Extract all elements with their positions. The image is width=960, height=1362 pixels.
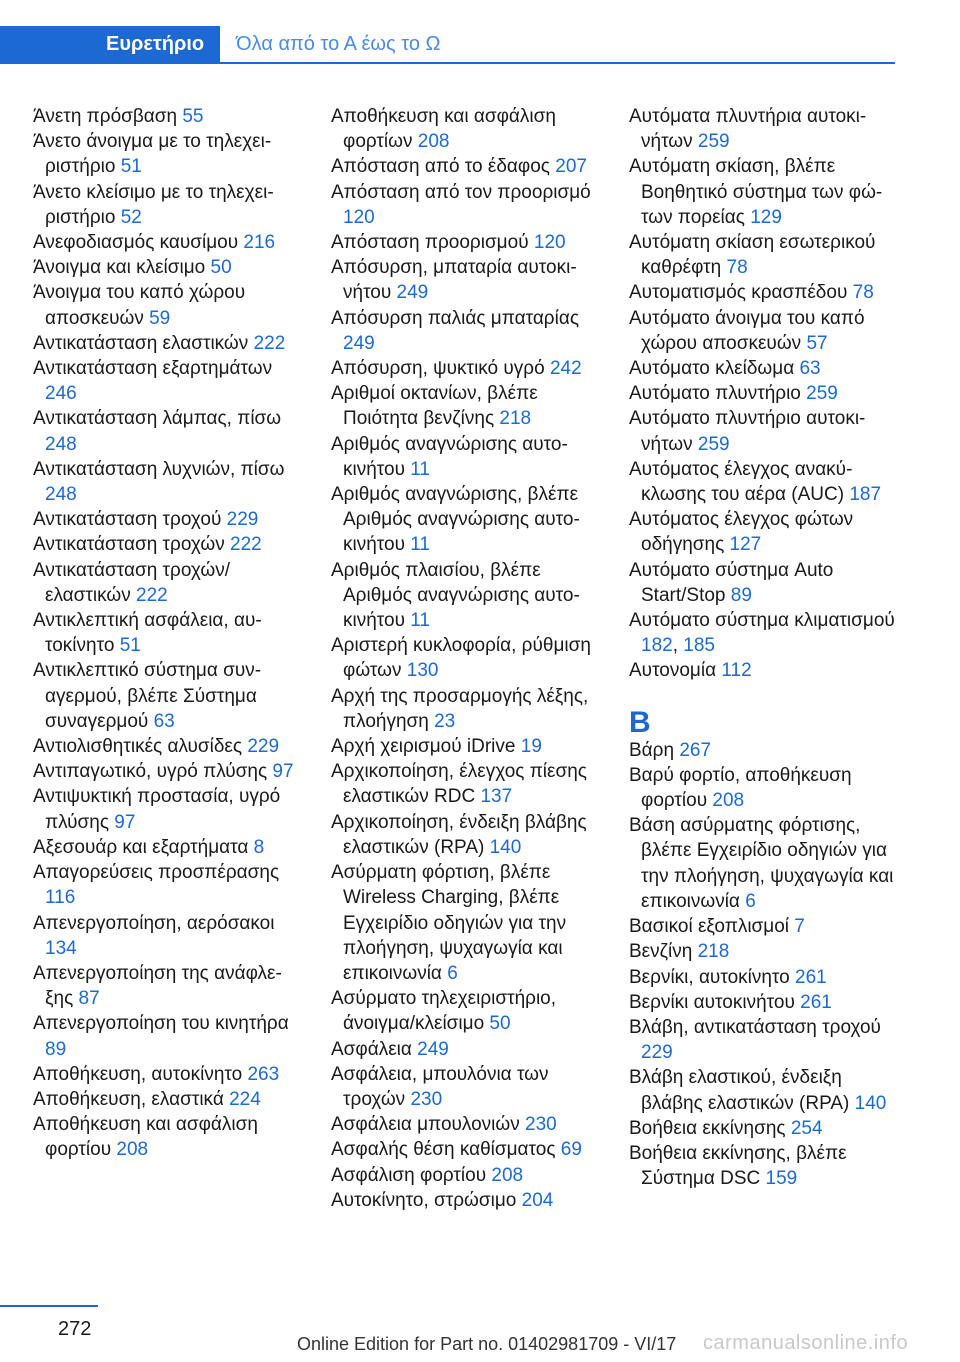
index-entry [629, 406, 897, 456]
entry-term: Αντικλεπτικό σύστημα συναγερμού, βλέπε Σύστημα συναγερμού [33, 660, 262, 732]
index-entry [331, 432, 599, 482]
entry-term: Βερνίκι, αυτοκίνητο [629, 966, 790, 988]
page-link[interactable]: 50 [210, 257, 232, 279]
entry-term: Απόσταση προορισμού [331, 232, 529, 254]
page-link[interactable]: 222 [230, 534, 262, 556]
entry-term: Αντικατάσταση τροχών [33, 534, 225, 556]
page-link[interactable]: 11 [410, 534, 430, 556]
index-entry [629, 154, 897, 230]
entry-term: Αξεσουάρ και εξαρτήματα [33, 836, 249, 858]
page-link[interactable]: 208 [491, 1164, 524, 1186]
index-entry [33, 1087, 301, 1112]
index-entry [629, 356, 897, 381]
index-entry [331, 381, 599, 431]
index-entry [331, 230, 599, 255]
page-link[interactable]: 230 [410, 1088, 443, 1110]
index-entry [331, 104, 599, 154]
entry-term: Βερνίκι αυτοκινήτου [629, 991, 795, 1013]
entry-term: Αντικατάσταση ελαστικών [33, 332, 249, 354]
index-entry [629, 381, 897, 406]
index-entry [629, 813, 897, 914]
page-link[interactable]: 254 [790, 1117, 823, 1139]
entry-term: Αριθμός πλαισίου, βλέπε Αριθμός αναγνώρισης αυτοκινήτου [331, 559, 580, 632]
entry-term: Απόσταση από το έδαφος [331, 156, 550, 178]
tab-index[interactable]: Ευρετήριο [0, 26, 220, 62]
index-entry [33, 658, 301, 734]
page-link[interactable]: 229 [247, 736, 280, 758]
page-link[interactable]: 204 [521, 1189, 554, 1211]
entry-term: Βοήθεια εκκίνησης, βλέπε Σύστημα DSC [629, 1142, 847, 1190]
entry-term: Απόσυρση παλιάς μπαταρίας [331, 307, 579, 329]
index-entry [629, 558, 897, 608]
index-entry [33, 104, 301, 129]
entry-term: Ασφάλεια, μπουλόνια των τροχών [331, 1063, 549, 1110]
page-link[interactable]: 127 [729, 534, 762, 556]
entry-term: Βάση ασύρματης φόρτισης, βλέπε Εγχειρίδιο οδηγιών για την πλοήγηση, ψυχαγωγία και επικοινωνία [629, 815, 894, 912]
page-link[interactable]: 263 [247, 1063, 280, 1085]
entry-term: Αριθμός αναγνώρισης, βλέπε Αριθμός αναγνώρισης αυτοκινήτου [331, 484, 580, 556]
entry-term: Αυτόματη σκίαση, βλέπε Βοηθητικό σύστημα των φώτων πορείας [629, 156, 883, 228]
entry-term: Αποθήκευση, αυτοκίνητο [33, 1063, 243, 1085]
page-link[interactable]: 78 [852, 282, 874, 304]
index-entry [629, 914, 897, 939]
entry-term: Απαγορεύσεις προσπέρασης [33, 862, 280, 884]
page-link[interactable]: 6 [745, 890, 756, 912]
index-column-3 [629, 104, 897, 1191]
page-link[interactable]: 224 [229, 1088, 261, 1110]
index-entry [33, 784, 301, 834]
index-entry [629, 939, 897, 964]
index-entry [331, 1112, 599, 1137]
page-link[interactable]: 6 [447, 962, 458, 984]
page-link[interactable]: 116 [45, 887, 76, 909]
page-link[interactable]: 89 [730, 584, 752, 606]
index-entry [331, 180, 599, 230]
index-entry [331, 558, 599, 634]
page-link[interactable]: 23 [434, 710, 456, 732]
entry-term: Ανεφοδιασμός καυσίμου [33, 232, 239, 254]
index-entry [33, 961, 301, 1011]
page-link[interactable]: 182 [641, 635, 673, 657]
page-link[interactable]: 112 [721, 660, 752, 682]
entry-term: Αρχή χειρισμού iDrive [331, 736, 516, 758]
entry-term: Ασφάλεια μπουλονιών [331, 1114, 520, 1136]
index-entry [331, 154, 599, 179]
entry-term: Αντιψυκτική προστασία, υγρό πλύσης [33, 786, 281, 833]
index-entry [33, 230, 301, 255]
page-link[interactable]: 159 [765, 1168, 798, 1190]
entry-term: Ασύρματο τηλεχειριστήριο, άνοιγμα/κλείσιμο [331, 988, 557, 1035]
index-entry [33, 331, 301, 356]
page-link[interactable]: 19 [520, 736, 542, 758]
entry-term: Άνετο κλείσιμο με το τηλεχειριστήριο [33, 181, 274, 228]
entry-term: Βοήθεια εκκίνησης [629, 1117, 786, 1139]
page-link[interactable]: 78 [726, 257, 748, 279]
entry-term: Αυτόματη σκίαση εσωτερικού καθρέφτη [629, 232, 876, 279]
section-letter-b: B [629, 706, 651, 740]
index-entry [629, 990, 897, 1015]
page-link[interactable]: 222 [253, 332, 286, 354]
index-entry [33, 280, 301, 330]
index-entry [331, 810, 599, 860]
entry-term: Ασύρματη φόρτιση, βλέπε Wireless Charging, βλέπε Εγχειρίδιο οδηγιών για την πλοήγηση, ψυχαγωγία και επικοινωνία [331, 862, 567, 984]
index-entry [33, 1112, 301, 1162]
page-link[interactable]: 63 [799, 358, 821, 380]
index-entry [331, 684, 599, 734]
index-entry [629, 1116, 897, 1141]
page-header [0, 26, 895, 64]
entry-term: Αυτόματος έλεγχος φώτων οδήγησης [629, 509, 854, 556]
entry-term: Αριστερή κυκλοφορία, ρύθμιση φώτων [331, 635, 591, 682]
entry-term: Βαρύ φορτίο, αποθήκευση φορτίου [629, 764, 852, 812]
page-link[interactable]: 140 [854, 1092, 887, 1114]
entry-term: Άνετο άνοιγμα με το τηλεχειριστήριο [33, 131, 272, 178]
entry-term: Αυτοκίνητο, στρώσιμο [331, 1189, 517, 1211]
index-entry [331, 1062, 599, 1112]
entry-term: Βλάβη ελαστικού, ένδειξη βλάβης ελαστικών (RPA) [629, 1067, 850, 1114]
index-entry [629, 1065, 897, 1115]
page-link[interactable]: 248 [45, 484, 77, 506]
page-link[interactable]: 120 [343, 206, 375, 228]
index-entry [33, 129, 301, 179]
index-entry [629, 230, 897, 280]
index-entry [33, 835, 301, 860]
entry-term: Απόσυρση, μπαταρία αυτοκινήτου [331, 257, 577, 304]
entry-term: Αρχικοποίηση, ένδειξη βλάβης ελαστικών (RPA) [331, 811, 587, 858]
index-entry [629, 1015, 897, 1065]
entry-term: Αντιολισθητικές αλυσίδες [33, 736, 243, 758]
index-entry [629, 507, 897, 557]
index-entry: Αυτόματο σύστημα κλιματισμού 182, 185 [629, 610, 895, 657]
page-link[interactable]: 208 [116, 1139, 149, 1161]
index-entry [331, 482, 599, 558]
page-link[interactable]: 259 [697, 433, 730, 455]
index-entry [331, 1188, 599, 1213]
page-link[interactable]: 259 [806, 383, 838, 405]
entry-term: Αντικατάσταση λυχνιών, πίσω [33, 458, 285, 480]
page-link[interactable]: 63 [153, 710, 175, 732]
index-entry [331, 1137, 599, 1162]
entry-term: Αντικατάσταση εξαρτημάτων [33, 358, 273, 380]
index-entry [629, 104, 897, 154]
index-entry [331, 734, 599, 759]
page-link[interactable]: 120 [533, 232, 566, 254]
edition-text: Online Edition for Part no. 01402981709 - VI/17 [297, 1334, 677, 1354]
index-entry [331, 356, 599, 381]
page-link[interactable]: 97 [114, 811, 136, 833]
index-entry [33, 406, 301, 456]
page-link[interactable]: 11 [410, 610, 430, 632]
index-entry [331, 633, 599, 683]
index-entry [33, 255, 301, 280]
page-link[interactable]: 87 [78, 988, 100, 1010]
page-link[interactable]: 50 [489, 1013, 511, 1035]
page-link[interactable]: 267 [679, 739, 712, 761]
entry-term: Αποθήκευση, ελαστικά [33, 1088, 224, 1110]
entry-term: Αυτόματα πλυντήρια αυτοκινήτων [629, 106, 867, 153]
index-entry [629, 1141, 897, 1191]
tab-a-to-z[interactable]: Όλα από το Α έως το Ω [236, 32, 441, 55]
index-entry [629, 306, 897, 356]
entry-term: Αντικλεπτική ασφάλεια, αυτοκίνητο [33, 610, 262, 657]
page-link[interactable]: 216 [243, 232, 276, 254]
page-link[interactable]: 218 [499, 408, 532, 430]
entry-term: Αυτόματο άνοιγμα του καπό χώρου αποσκευών [629, 307, 865, 354]
entry-term: Βάρη [629, 739, 675, 761]
entry-term: Αυτόματο σύστημα κλιματισμού [629, 610, 895, 632]
index-entry [33, 1011, 301, 1061]
index-entry [629, 280, 897, 305]
index-entry [33, 356, 301, 406]
index-entry [629, 658, 897, 683]
page-link[interactable]: 185 [683, 635, 715, 657]
page-link[interactable]: 207 [555, 156, 587, 178]
index-entry [33, 532, 301, 557]
index-list-b [629, 738, 897, 1192]
entry-term: Ασφάλιση φορτίου [331, 1164, 487, 1186]
page-link[interactable]: 130 [406, 660, 439, 682]
page-link[interactable]: 229 [641, 1042, 673, 1064]
page-link[interactable]: 229 [226, 509, 259, 531]
page-link[interactable]: 52 [120, 206, 142, 228]
page-link[interactable]: 249 [417, 1038, 449, 1060]
page-link[interactable]: 137 [480, 786, 513, 808]
entry-term: Αυτόματο πλυντήριο [629, 383, 801, 405]
page-link[interactable]: 51 [119, 635, 141, 657]
page-link[interactable]: 208 [417, 131, 450, 153]
entry-term: Άνοιγμα του καπό χώρου αποσκευών [33, 282, 246, 329]
index-entry [331, 1037, 599, 1062]
page-link[interactable]: 218 [697, 941, 730, 963]
index-entry [33, 558, 301, 608]
index-entry [629, 965, 897, 990]
entry-term: Βενζίνη [629, 941, 693, 963]
entry-term: Απενεργοποίηση της ανάφλεξης [33, 962, 282, 1010]
entry-term: Αριθμός αναγνώρισης αυτοκινήτου [331, 433, 568, 480]
page-link[interactable]: 59 [149, 307, 171, 329]
index-entry [33, 608, 301, 658]
index-entry [33, 457, 301, 507]
page-link[interactable]: 208 [712, 790, 745, 812]
page-link[interactable]: 134 [45, 937, 77, 959]
index-entry [629, 457, 897, 507]
entry-term: Απόσταση από τον προορισμό [331, 181, 591, 203]
entry-term: Αποθήκευση και ασφάλιση φορτίων [331, 106, 556, 153]
entry-term: Αντικατάσταση τροχών/ ελαστικών [33, 559, 230, 606]
index-entry [33, 1062, 301, 1087]
page-link[interactable]: 187 [849, 484, 882, 506]
index-entry [33, 507, 301, 532]
index-entry [331, 1163, 599, 1188]
entry-term: Βασικοί εξοπλισμοί [629, 916, 789, 938]
entry-term: Άνετη πρόσβαση [33, 106, 178, 127]
page-link[interactable]: 230 [525, 1114, 557, 1136]
page-link[interactable]: 89 [45, 1038, 67, 1060]
index-entry [33, 759, 301, 784]
entry-term: Αρχή της προσαρμογής λέξης, πλοήγηση [331, 685, 589, 732]
entry-term: Άνοιγμα και κλείσιμο [33, 257, 206, 279]
index-column-2 [331, 104, 599, 1213]
entry-term: Αντικατάσταση τροχού [33, 509, 222, 531]
entry-term: Αρχικοποίηση, έλεγχος πίεσης ελαστικών RDC [331, 761, 587, 808]
page-link[interactable]: 248 [45, 433, 77, 455]
index-entry [33, 734, 301, 759]
index-entry [629, 738, 897, 763]
entry-term: Αυτοματισμός κρασπέδου [629, 282, 848, 304]
entry-term: Απενεργοποίηση, αερόσακοι [33, 912, 275, 934]
page-link[interactable]: 259 [697, 131, 730, 153]
page-link[interactable]: 261 [795, 966, 827, 988]
entry-term: Αποθήκευση και ασφάλιση φορτίου [33, 1114, 258, 1161]
page-link[interactable]: 97 [272, 761, 294, 783]
index-entry [331, 306, 599, 356]
page-link[interactable]: 249 [396, 282, 429, 304]
entry-term: Βλάβη, αντικατάσταση τροχού [629, 1016, 881, 1038]
index-entry [331, 759, 599, 809]
page-link[interactable]: 222 [136, 584, 168, 606]
page-number: 272 [58, 1318, 92, 1340]
page-link[interactable]: 69 [560, 1139, 582, 1161]
page-link[interactable]: 129 [750, 206, 782, 228]
index-entry [33, 180, 301, 230]
index-column-1 [33, 104, 301, 1163]
entry-term: Απόσυρση, ψυκτικό υγρό [331, 358, 545, 380]
entry-term: Αντικατάσταση λάμπας, πίσω [33, 408, 282, 430]
entry-term: Αυτόματο κλείδωμα [629, 358, 795, 380]
page-link[interactable]: 249 [343, 332, 375, 354]
watermark: carmanualsonline.info [703, 1332, 909, 1354]
entry-term: Ασφαλής θέση καθίσματος [331, 1139, 556, 1161]
entry-term: Απενεργοποίηση του κινητήρα [33, 1013, 289, 1035]
page-link[interactable]: 11 [410, 458, 430, 480]
entry-term: Ασφάλεια [331, 1038, 412, 1060]
page-link[interactable]: 51 [120, 156, 142, 178]
page-link[interactable]: 140 [489, 836, 522, 858]
page-link[interactable]: 7 [794, 916, 805, 938]
index-entry [331, 255, 599, 305]
entry-term: Αντιπαγωτικό, υγρό πλύσης [33, 761, 268, 783]
entry-term: Αριθμοί οκτανίων, βλέπε Ποιότητα βενζίνης [331, 383, 538, 430]
entry-term: Αυτόματο σύστημα Auto Start/Stop [629, 559, 834, 606]
entry-term: Αυτόματος έλεγχος ανακύκλωσης του αέρα (AUC) [629, 458, 853, 506]
page-link[interactable]: 55 [182, 106, 204, 127]
page-link[interactable]: 261 [800, 991, 832, 1013]
index-entry [33, 911, 301, 961]
footer-rule [0, 1305, 98, 1307]
page-link[interactable]: 242 [549, 358, 582, 380]
index-entry [331, 986, 599, 1036]
page-link[interactable]: 8 [253, 836, 265, 858]
page-link[interactable]: 57 [806, 332, 828, 354]
page-link[interactable]: 246 [45, 383, 77, 405]
index-list-alpha [629, 104, 897, 684]
index-entry [629, 763, 897, 813]
index-entry [331, 860, 599, 986]
entry-term: Αυτόματο πλυντήριο αυτοκινήτων [629, 408, 866, 455]
index-entry [33, 860, 301, 910]
entry-term: Αυτονομία [629, 660, 717, 682]
